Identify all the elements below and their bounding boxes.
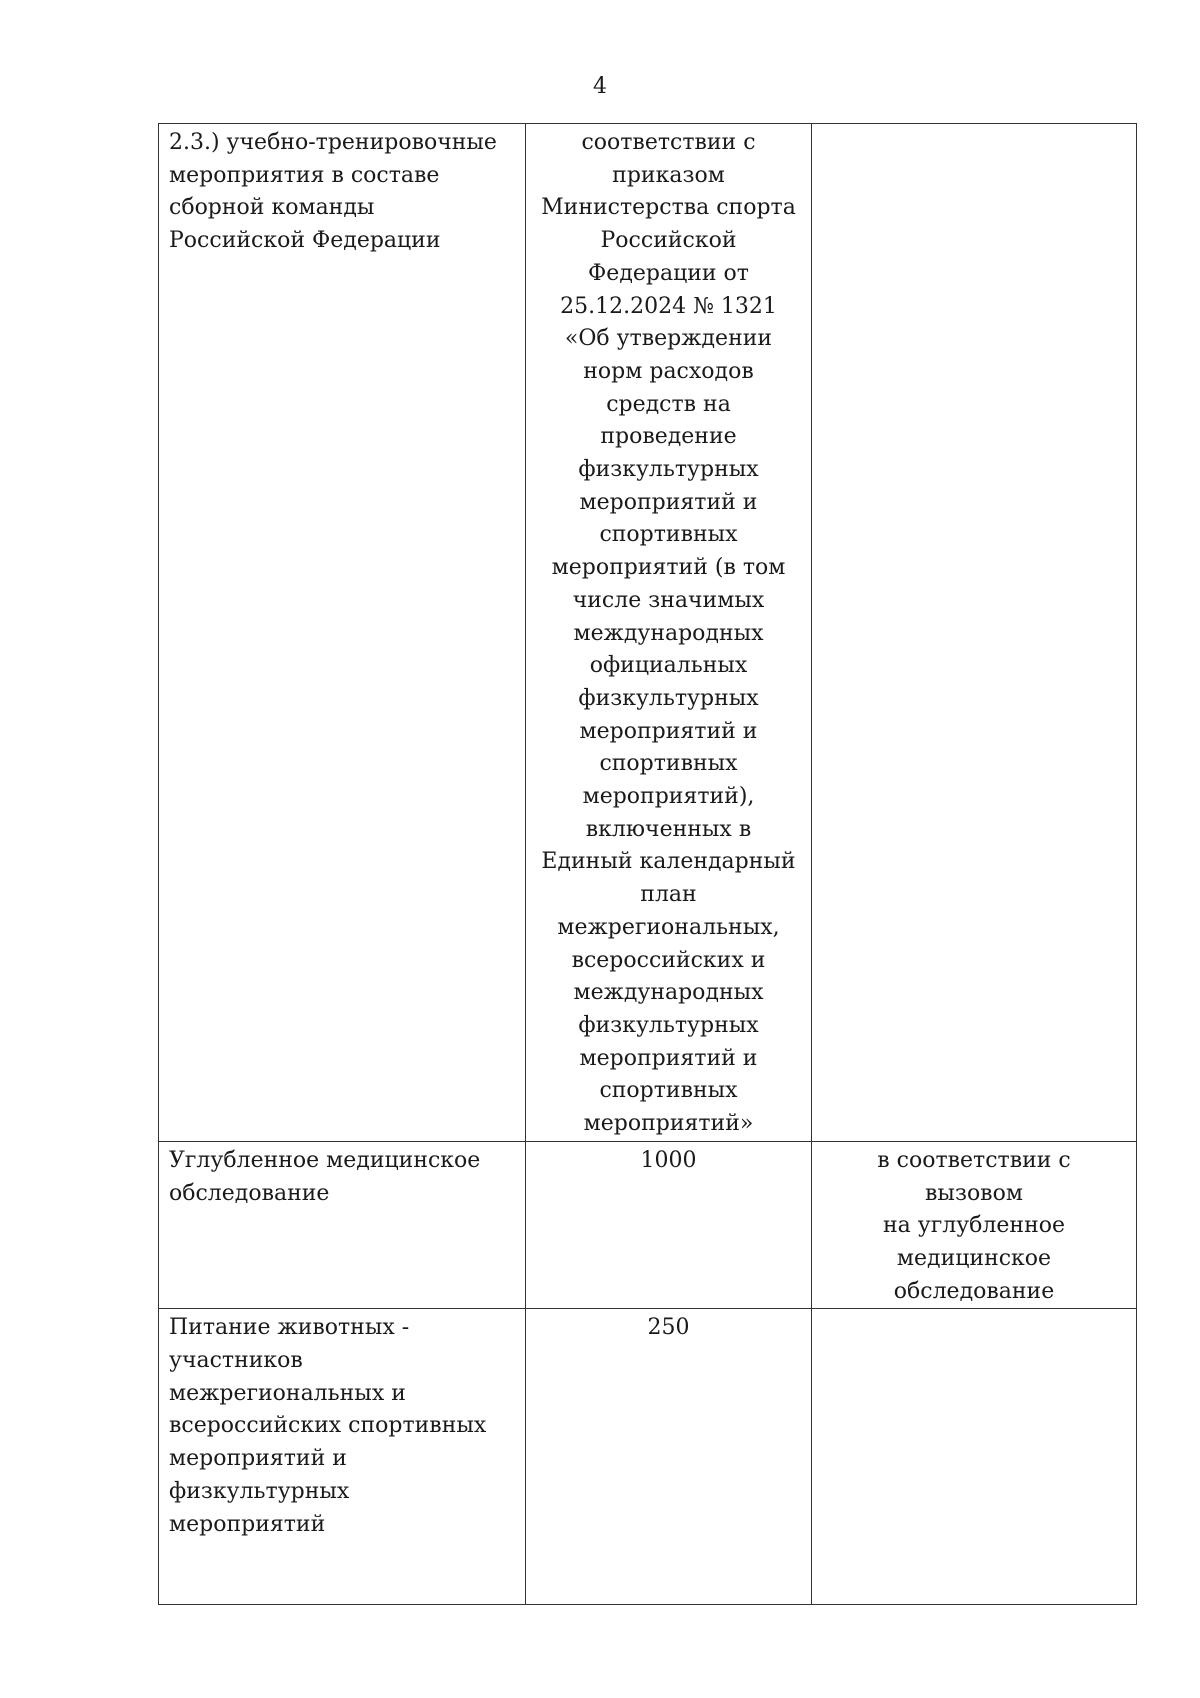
cell-amount: 250 <box>526 1309 812 1605</box>
cell-note <box>812 124 1137 1142</box>
expense-norms-table <box>158 123 1137 1605</box>
table-row <box>159 1309 1137 1605</box>
cell-norm-reference: соответствии с приказом Министерства спорта Российской Федерации от 25.12.2024 № 1321 «Об утверждении норм расходов средств на проведение физкультурных мероприятий и спортивных мероприятий (в том числе значимых международных официальных физкультурных мероприятий и спортивных мероприятий), включенных в Единый календарный план межрегиональных, всероссийских и международных физкультурных мероприятий и спортивных мероприятий» <box>526 124 812 1142</box>
cell-amount: 1000 <box>526 1141 812 1309</box>
cell-note: в соответствии с вызовом на углубленное медицинское обследование <box>812 1141 1137 1309</box>
table-row <box>159 124 1137 1142</box>
cell-event-name: Углубленное медицинское обследование <box>159 1141 526 1309</box>
cell-note <box>812 1309 1137 1605</box>
page-number: 4 <box>593 74 607 99</box>
cell-event-name: Питание животных - участников межрегиональных и всероссийских спортивных мероприятий и физкультурных мероприятий <box>159 1309 526 1605</box>
cell-event-name: 2.3.) учебно-тренировочные мероприятия в составе сборной команды Российской Федерации <box>159 124 526 1142</box>
table-row <box>159 1141 1137 1309</box>
